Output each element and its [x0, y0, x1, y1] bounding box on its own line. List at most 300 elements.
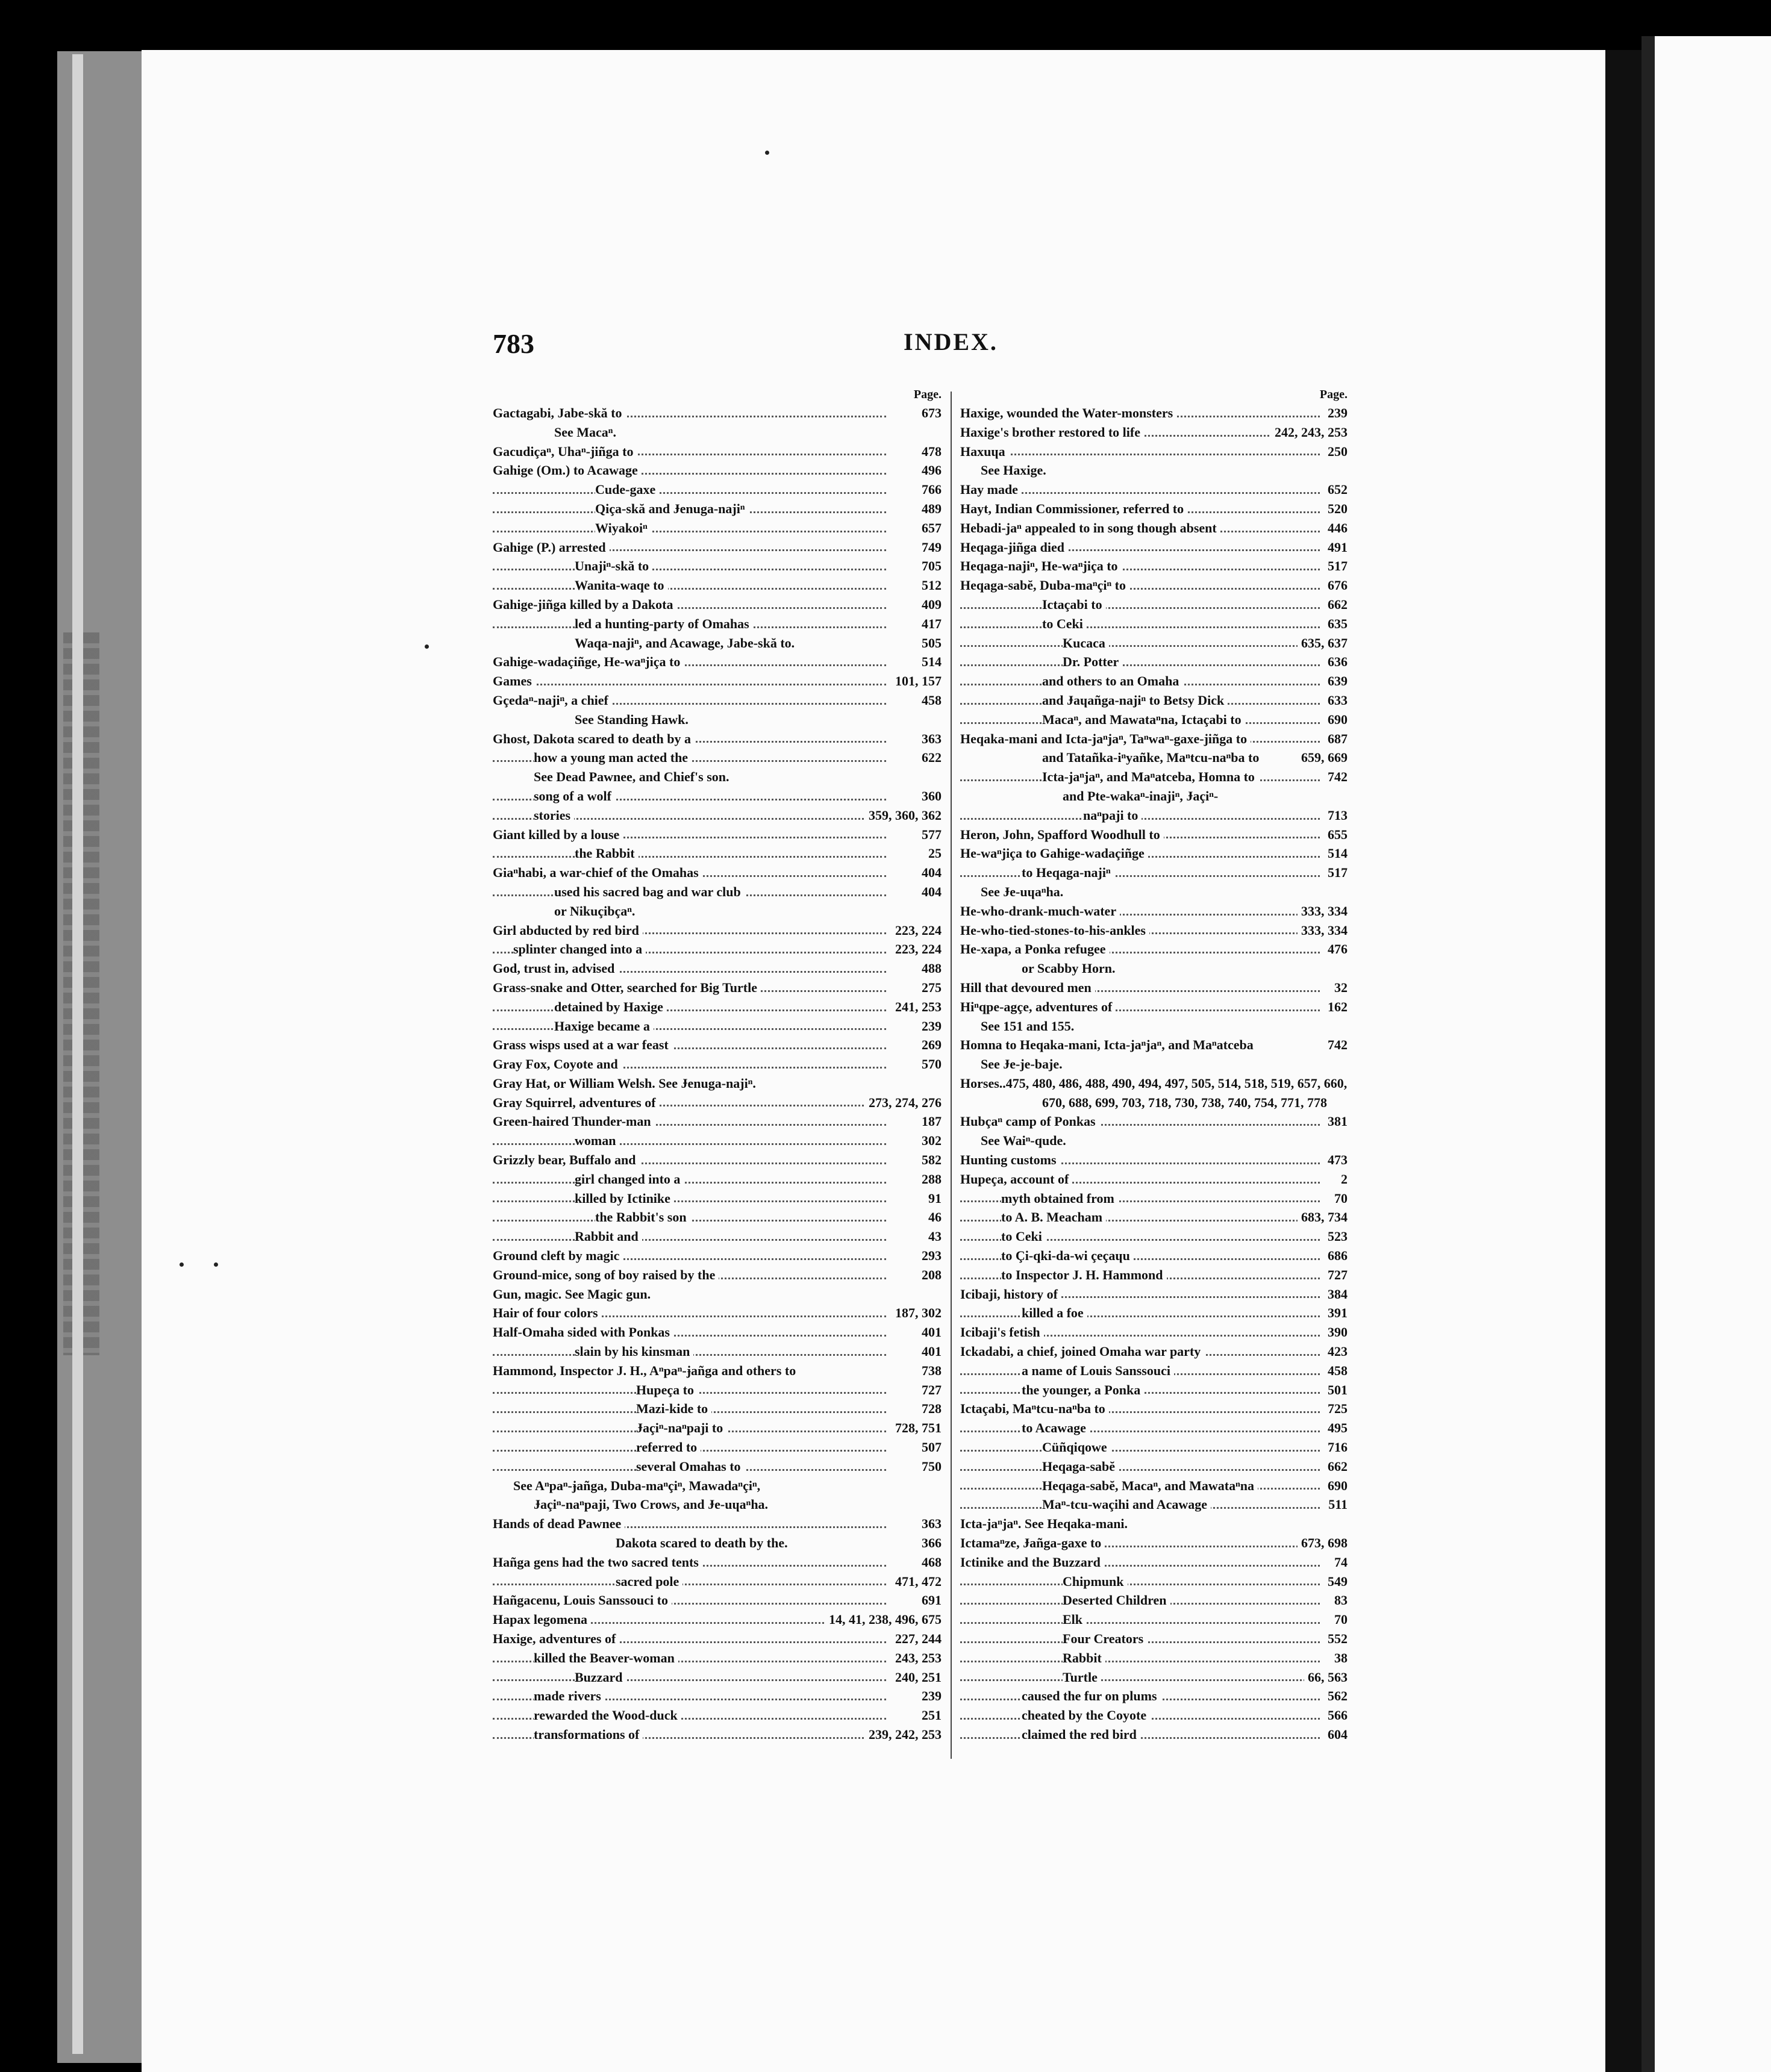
index-entry [960, 1553, 1348, 1572]
entry-page-ref: 223, 224 [892, 921, 942, 940]
entry-text: Horses..475, 480, 486, 488, 490, 494, 497, 505, 514, 518, 519, 657, 660, [960, 1074, 1348, 1093]
entry-text: Waqa-najiⁿ, and Acawage, Jabe-skă to. [575, 634, 798, 653]
entry-text: Heqaga-sabĕ, Duba-maⁿçiⁿ to [960, 576, 1129, 595]
ink-speck [765, 151, 769, 155]
entry-page-ref: 633 [1324, 691, 1348, 710]
entry-text: referred to [636, 1438, 701, 1457]
index-entry [960, 902, 1348, 921]
index-entry [960, 959, 1348, 978]
entry-page-ref: 359, 360, 362 [865, 806, 942, 825]
index-entry [960, 1323, 1348, 1342]
entry-text: Half-Omaha sided with Ponkas [493, 1323, 673, 1342]
dot-leader [493, 588, 886, 590]
entry-page-ref: 391 [1324, 1303, 1348, 1323]
index-entry [493, 461, 942, 480]
index-entry [960, 652, 1348, 672]
index-entry [493, 538, 942, 557]
index-entry [960, 442, 1348, 461]
index-entry [960, 921, 1348, 940]
entry-page-ref: 333, 334 [1298, 902, 1348, 921]
entry-text: Hañga gens had the two sacred tents [493, 1553, 702, 1572]
index-entry [493, 1418, 942, 1438]
entry-page-ref: 687 [1324, 729, 1348, 749]
index-entry [493, 997, 942, 1017]
index-entry [960, 844, 1348, 863]
index-entry [493, 614, 942, 634]
entry-page-ref: 409 [918, 595, 942, 614]
index-entry [960, 1017, 1348, 1036]
entry-page-ref: 401 [918, 1323, 942, 1342]
entry-page-ref: 2 [1337, 1170, 1348, 1189]
entry-page-ref: 673, 698 [1298, 1534, 1348, 1553]
entry-text: See Dead Pawnee, and Chief's son. [534, 767, 733, 787]
entry-page-ref: 750 [918, 1457, 942, 1476]
index-entry [493, 1495, 942, 1514]
entry-text: Hiⁿqpe-agçe, adventures of [960, 997, 1116, 1017]
index-entry [493, 729, 942, 749]
index-entry [493, 902, 942, 921]
entry-text: Maⁿ-tcu-waçihi and Acawage [1042, 1495, 1211, 1514]
index-entry [493, 1629, 942, 1649]
index-entry [960, 1131, 1348, 1150]
gutter-shadow [1605, 50, 1641, 2072]
entry-page-ref: 101, 157 [892, 672, 942, 691]
entry-page-ref: 512 [918, 576, 942, 595]
entry-text: the Rabbit [575, 844, 639, 863]
index-entry [960, 1055, 1348, 1074]
index-entry [493, 710, 942, 729]
entry-text: Gactagabi, Jabe-skă to [493, 404, 626, 423]
entry-text: Grass-snake and Otter, searched for Big Turtle [493, 978, 761, 997]
entry-page-ref: 657 [918, 519, 942, 538]
entry-page-ref: 488 [918, 959, 942, 978]
entry-page-ref: 242, 243, 253 [1271, 423, 1348, 442]
dot-leader [493, 1143, 886, 1145]
entry-text: stories [534, 806, 574, 825]
entry-page-ref: 468 [918, 1553, 942, 1572]
entry-page-ref: 520 [1324, 499, 1348, 519]
entry-page-ref: 514 [918, 652, 942, 672]
entry-page-ref: 360 [918, 787, 942, 806]
entry-page-ref: 766 [918, 480, 942, 499]
index-entry [960, 978, 1348, 997]
index-entry [960, 882, 1348, 902]
entry-page-ref: 476 [1324, 940, 1348, 959]
index-entry [493, 863, 942, 882]
index-entry [493, 921, 942, 940]
index-entry [493, 1457, 942, 1476]
index-entry [960, 1303, 1348, 1323]
dot-leader [960, 1679, 1320, 1681]
entry-page-ref: 363 [918, 1514, 942, 1534]
entry-page-ref: 32 [1331, 978, 1348, 997]
entry-page-ref: 70 [1331, 1610, 1348, 1629]
index-entry [493, 1285, 942, 1304]
index-entry [960, 1227, 1348, 1246]
entry-text: Gahige-wadaçiñge, He-waⁿjiça to [493, 652, 684, 672]
entry-page-ref: 566 [1324, 1706, 1348, 1725]
entry-page-ref: 662 [1324, 1457, 1348, 1476]
index-entry [960, 1246, 1348, 1265]
entry-text: Grass wisps used at a war feast [493, 1035, 672, 1055]
entry-text: Hair of four colors [493, 1303, 602, 1323]
entry-text: Haxige, adventures of [493, 1629, 619, 1649]
index-entry [960, 1668, 1348, 1687]
index-entry [960, 1725, 1348, 1744]
index-entry [960, 997, 1348, 1017]
entry-text: Icta-jaⁿjaⁿ. See Heqaka-mani. [960, 1514, 1131, 1534]
entry-text: Elk [1063, 1610, 1086, 1629]
index-entry [960, 1476, 1348, 1496]
index-entry [493, 844, 942, 863]
entry-text: woman [575, 1131, 619, 1150]
entry-text: Ictinike and the Buzzard [960, 1553, 1104, 1572]
index-entry [493, 1112, 942, 1131]
entry-page-ref: 273, 274, 276 [865, 1093, 942, 1112]
entry-text: several Omahas to [636, 1457, 745, 1476]
index-entry [493, 1610, 942, 1629]
entry-page-ref: 366 [918, 1534, 942, 1553]
entry-page-ref: 749 [918, 538, 942, 557]
entry-page-ref: 489 [918, 499, 942, 519]
entry-page-ref: 549 [1324, 1572, 1348, 1591]
ink-speck [214, 1262, 218, 1267]
ink-speck [180, 1262, 184, 1267]
page-stack-edge [72, 54, 83, 2054]
entry-page-ref: 208 [918, 1265, 942, 1285]
index-entry [960, 1495, 1348, 1514]
index-entry [960, 806, 1348, 825]
entry-text: Dr. Potter [1063, 652, 1122, 672]
entry-page-ref: 239 [918, 1687, 942, 1706]
entry-page-ref: 363 [918, 729, 942, 749]
index-entry [493, 1074, 942, 1093]
entry-text: Hapax legomena [493, 1610, 591, 1629]
index-column-left [493, 385, 942, 1744]
entry-text: slain by his kinsman [575, 1342, 693, 1361]
column-rule [951, 392, 952, 1759]
entry-text: Macaⁿ, and Mawataⁿna, Ictaçabi to [1042, 710, 1245, 729]
entry-page-ref: 738 [918, 1361, 942, 1381]
ink-speck [425, 644, 429, 649]
index-column-right [960, 385, 1348, 1744]
entry-page-ref: 240, 251 [892, 1668, 942, 1687]
dot-leader [493, 1200, 886, 1202]
entry-page-ref: 446 [1324, 519, 1348, 538]
entry-page-ref: 635, 637 [1298, 634, 1348, 653]
entry-page-ref: 390 [1324, 1323, 1348, 1342]
entry-text: splinter changed into a [513, 940, 646, 959]
index-entry [493, 1323, 942, 1342]
index-entry [493, 806, 942, 825]
entry-text: Dakota scared to death by the. [616, 1534, 792, 1553]
entry-page-ref: 517 [1324, 557, 1348, 576]
entry-page-ref: 401 [918, 1342, 942, 1361]
entry-text: Haxige's brother restored to life [960, 423, 1144, 442]
entry-page-ref: 507 [918, 1438, 942, 1457]
index-entry [960, 1706, 1348, 1725]
index-entry [960, 1170, 1348, 1189]
index-entry [960, 404, 1348, 423]
entry-page-ref: 491 [1324, 538, 1348, 557]
entry-text: Gun, magic. See Magic gun. [493, 1285, 654, 1304]
entry-page-ref: 241, 253 [892, 997, 942, 1017]
index-entry [493, 1668, 942, 1687]
index-entry [493, 825, 942, 844]
index-entry [960, 557, 1348, 576]
entry-text: Ground-mice, song of boy raised by the [493, 1265, 719, 1285]
entry-page-ref: 471, 472 [892, 1572, 942, 1591]
entry-text: Ictaçabi, Maⁿtcu-naⁿba to [960, 1399, 1109, 1418]
entry-text: Haxige, wounded the Water-monsters [960, 404, 1176, 423]
entry-text: Games [493, 672, 536, 691]
dot-leader [493, 1182, 886, 1184]
index-entry [960, 729, 1348, 749]
entry-text: the Rabbit's son [595, 1208, 690, 1227]
entry-page-ref: 384 [1324, 1285, 1348, 1304]
dot-leader [960, 1469, 1320, 1471]
index-entry [493, 423, 942, 442]
index-entry [960, 1514, 1348, 1534]
entry-text: See Macaⁿ. [554, 423, 620, 442]
index-entry [960, 1418, 1348, 1438]
entry-page-ref: 514 [1324, 844, 1348, 863]
entry-page-ref: 505 [918, 634, 942, 653]
page-column-label: Page. [1319, 388, 1348, 401]
entry-page-ref: 716 [1324, 1438, 1348, 1457]
entry-page-ref: 604 [1324, 1725, 1348, 1744]
entry-page-ref: 423 [1324, 1342, 1348, 1361]
entry-text: to Ceki [1001, 1227, 1046, 1246]
index-entry [960, 480, 1348, 499]
entry-text: naⁿpaji to [1083, 806, 1142, 825]
index-entry [493, 959, 942, 978]
index-entry [960, 1629, 1348, 1649]
entry-text: Hupeça, account of [960, 1170, 1072, 1189]
entry-text: and others to an Omaha [1042, 672, 1182, 691]
entry-text: to Ceki [1042, 614, 1087, 634]
entry-text: See Waiⁿ-qude. [981, 1131, 1070, 1150]
index-entry [960, 787, 1348, 806]
entry-text: detained by Haxige [554, 997, 667, 1017]
index-entry [960, 691, 1348, 710]
index-entry [493, 1055, 942, 1074]
entry-text: Cude-gaxe [595, 480, 659, 499]
entry-page-ref: 683, 734 [1298, 1208, 1348, 1227]
entry-page-ref: 239 [1324, 404, 1348, 423]
index-entry [493, 1399, 942, 1418]
index-entry [960, 940, 1348, 959]
entry-text: killed a foe [1022, 1303, 1087, 1323]
entry-page-ref: 727 [918, 1381, 942, 1400]
entry-text: Ictamaⁿze, Ɉañga-gaxe to [960, 1534, 1105, 1553]
index-entry [493, 519, 942, 538]
entry-text: and Tatañka-iⁿyañke, Maⁿtcu-naⁿba to [1042, 748, 1263, 767]
entry-text: Ɉaçiⁿ-naⁿpaji to [636, 1418, 726, 1438]
entry-text: Mazi-kide to [636, 1399, 711, 1418]
entry-text: Hupeça to [636, 1381, 698, 1400]
index-entry [493, 1553, 942, 1572]
index-entry [493, 1170, 942, 1189]
index-entry [960, 1112, 1348, 1131]
entry-page-ref: 25 [925, 844, 942, 863]
dot-leader [960, 1450, 1320, 1452]
entry-text: claimed the red bird [1022, 1725, 1140, 1744]
entry-text: Haxige became a [554, 1017, 654, 1036]
entry-text: Heqaga-najiⁿ, He-waⁿjiça to [960, 557, 1122, 576]
index-entry [493, 1591, 942, 1610]
entry-page-ref: 727 [1324, 1265, 1348, 1285]
index-entry [493, 652, 942, 672]
entry-text: Heqaga-sabĕ [1042, 1457, 1119, 1476]
entry-page-ref: 622 [918, 748, 942, 767]
entry-text: a name of Louis Sanssouci [1022, 1361, 1174, 1381]
entry-text: Heqaka-mani and Icta-jaⁿjaⁿ, Taⁿwaⁿ-gaxe-jiñga to [960, 729, 1251, 749]
entry-text: Gray Fox, Coyote and [493, 1055, 622, 1074]
entry-page-ref: 239, 242, 253 [865, 1725, 942, 1744]
entry-text: He-who-drank-much-water [960, 902, 1120, 921]
entry-text: He-waⁿjiça to Gahige-wadaçiñge [960, 844, 1148, 863]
dot-leader [960, 1315, 1320, 1317]
index-entry [493, 557, 942, 576]
entry-text: Gacudiçaⁿ, Uhaⁿ-jiñga to [493, 442, 637, 461]
entry-text: Green-haired Thunder-man [493, 1112, 655, 1131]
index-entry [493, 1438, 942, 1457]
entry-text: to Acawage [1022, 1418, 1090, 1438]
dot-leader [960, 875, 1320, 877]
entry-page-ref: 302 [918, 1131, 942, 1150]
entry-page-ref: 511 [1325, 1495, 1348, 1514]
index-entry [960, 634, 1348, 653]
entry-page-ref: 742 [1324, 1035, 1348, 1055]
dot-leader [960, 1661, 1320, 1662]
entry-page-ref: 458 [918, 691, 942, 710]
index-entry [493, 1381, 942, 1400]
dot-leader [493, 1028, 886, 1030]
entry-text: Gahige (Om.) to Acawage [493, 461, 642, 480]
entry-page-ref: 227, 244 [892, 1629, 942, 1649]
index-entry [493, 634, 942, 653]
index-entry [960, 1285, 1348, 1304]
index-entry [493, 1687, 942, 1706]
entry-page-ref: 501 [1324, 1381, 1348, 1400]
index-entry [960, 1534, 1348, 1553]
dot-leader [493, 856, 886, 858]
index-entry [493, 404, 942, 423]
index-entry [960, 1687, 1348, 1706]
entry-text: Ground cleft by magic [493, 1246, 623, 1265]
entry-page-ref: 275 [918, 978, 942, 997]
index-entry [493, 748, 942, 767]
index-entry [960, 748, 1348, 767]
index-entry [960, 423, 1348, 442]
entry-page-ref: 690 [1324, 710, 1348, 729]
index-entry [960, 825, 1348, 844]
entry-text: Gahige (P.) arrested [493, 538, 610, 557]
entry-page-ref: 417 [918, 614, 942, 634]
entry-text: See Ɉe-uɥaⁿha. [981, 882, 1067, 902]
entry-page-ref: 570 [918, 1055, 942, 1074]
entry-page-ref: 728, 751 [892, 1418, 942, 1438]
entry-text: led a hunting-party of Omahas [575, 614, 753, 634]
entry-page-ref: 636 [1324, 652, 1348, 672]
entry-text: Giaⁿhabi, a war-chief of the Omahas [493, 863, 702, 882]
entry-page-ref: 496 [918, 461, 942, 480]
entry-page-ref: 473 [1324, 1150, 1348, 1170]
dot-leader [960, 626, 1320, 628]
index-entry [493, 1725, 942, 1744]
index-entry [493, 1131, 942, 1150]
entry-page-ref: 223, 224 [892, 940, 942, 959]
index-entry [493, 1514, 942, 1534]
index-entry [960, 1189, 1348, 1208]
entry-text: killed the Beaver-woman [534, 1649, 678, 1668]
index-entry [960, 595, 1348, 614]
entry-text: Hayt, Indian Commissioner, referred to [960, 499, 1187, 519]
entry-page-ref: 495 [1324, 1418, 1348, 1438]
dot-leader [493, 492, 886, 494]
entry-text: Rabbit and [575, 1227, 642, 1246]
entry-page-ref: 635 [1324, 614, 1348, 634]
entry-page-ref: 690 [1324, 1476, 1348, 1496]
entry-text: Wanita-waqe to [575, 576, 668, 595]
index-entry [493, 787, 942, 806]
entry-text: Buzzard [575, 1668, 626, 1687]
entry-text: Gçedaⁿ-najiⁿ, a chief [493, 691, 612, 710]
entry-text: Ghost, Dakota scared to death by a [493, 729, 695, 749]
entry-page-ref: 662 [1324, 595, 1348, 614]
entry-text: He-xapa, a Ponka refugee [960, 940, 1110, 959]
entry-text: Girl abducted by red bird [493, 921, 643, 940]
facing-page [1641, 36, 1771, 2072]
entry-text: the younger, a Ponka [1022, 1381, 1144, 1400]
entry-page-ref: 705 [918, 557, 942, 576]
entry-page-ref: 46 [925, 1208, 942, 1227]
entry-page-ref: 14, 41, 238, 496, 675 [825, 1610, 942, 1629]
entry-page-ref: 639 [1324, 672, 1348, 691]
entry-page-ref: 333, 334 [1298, 921, 1348, 940]
entry-page-ref: 652 [1324, 480, 1348, 499]
entry-text: song of a wolf [534, 787, 615, 806]
index-entry [493, 767, 942, 787]
entry-page-ref: 269 [918, 1035, 942, 1055]
index-entry [493, 1649, 942, 1668]
entry-text: Chipmunk [1063, 1572, 1128, 1591]
entry-page-ref: 70 [1331, 1189, 1348, 1208]
entry-page-ref: 742 [1324, 767, 1348, 787]
entry-list [493, 404, 942, 1744]
dot-leader [960, 1584, 1320, 1585]
index-entry [960, 1074, 1348, 1093]
entry-text: Gahige-jiñga killed by a Dakota [493, 595, 676, 614]
index-entry [493, 480, 942, 499]
entry-page-ref: 562 [1324, 1687, 1348, 1706]
index-entry [960, 1093, 1348, 1112]
entry-text: Unajiⁿ-skă to [575, 557, 652, 576]
index-entry [960, 1208, 1348, 1227]
entry-text: Hands of dead Pawnee [493, 1514, 625, 1534]
entry-page-ref: 187, 302 [892, 1303, 942, 1323]
entry-page-ref: 582 [918, 1150, 942, 1170]
dot-leader [493, 1584, 886, 1585]
index-entry [493, 1208, 942, 1227]
index-entry [493, 1706, 942, 1725]
entry-text: Giant killed by a louse [493, 825, 623, 844]
index-entry [493, 1017, 942, 1036]
entry-text: Hammond, Inspector J. H., Aⁿpaⁿ-ɉañga and others to [493, 1361, 799, 1381]
entry-text: Hebadi-jaⁿ appealed to in song though absent [960, 519, 1220, 538]
entry-page-ref: 691 [918, 1591, 942, 1610]
